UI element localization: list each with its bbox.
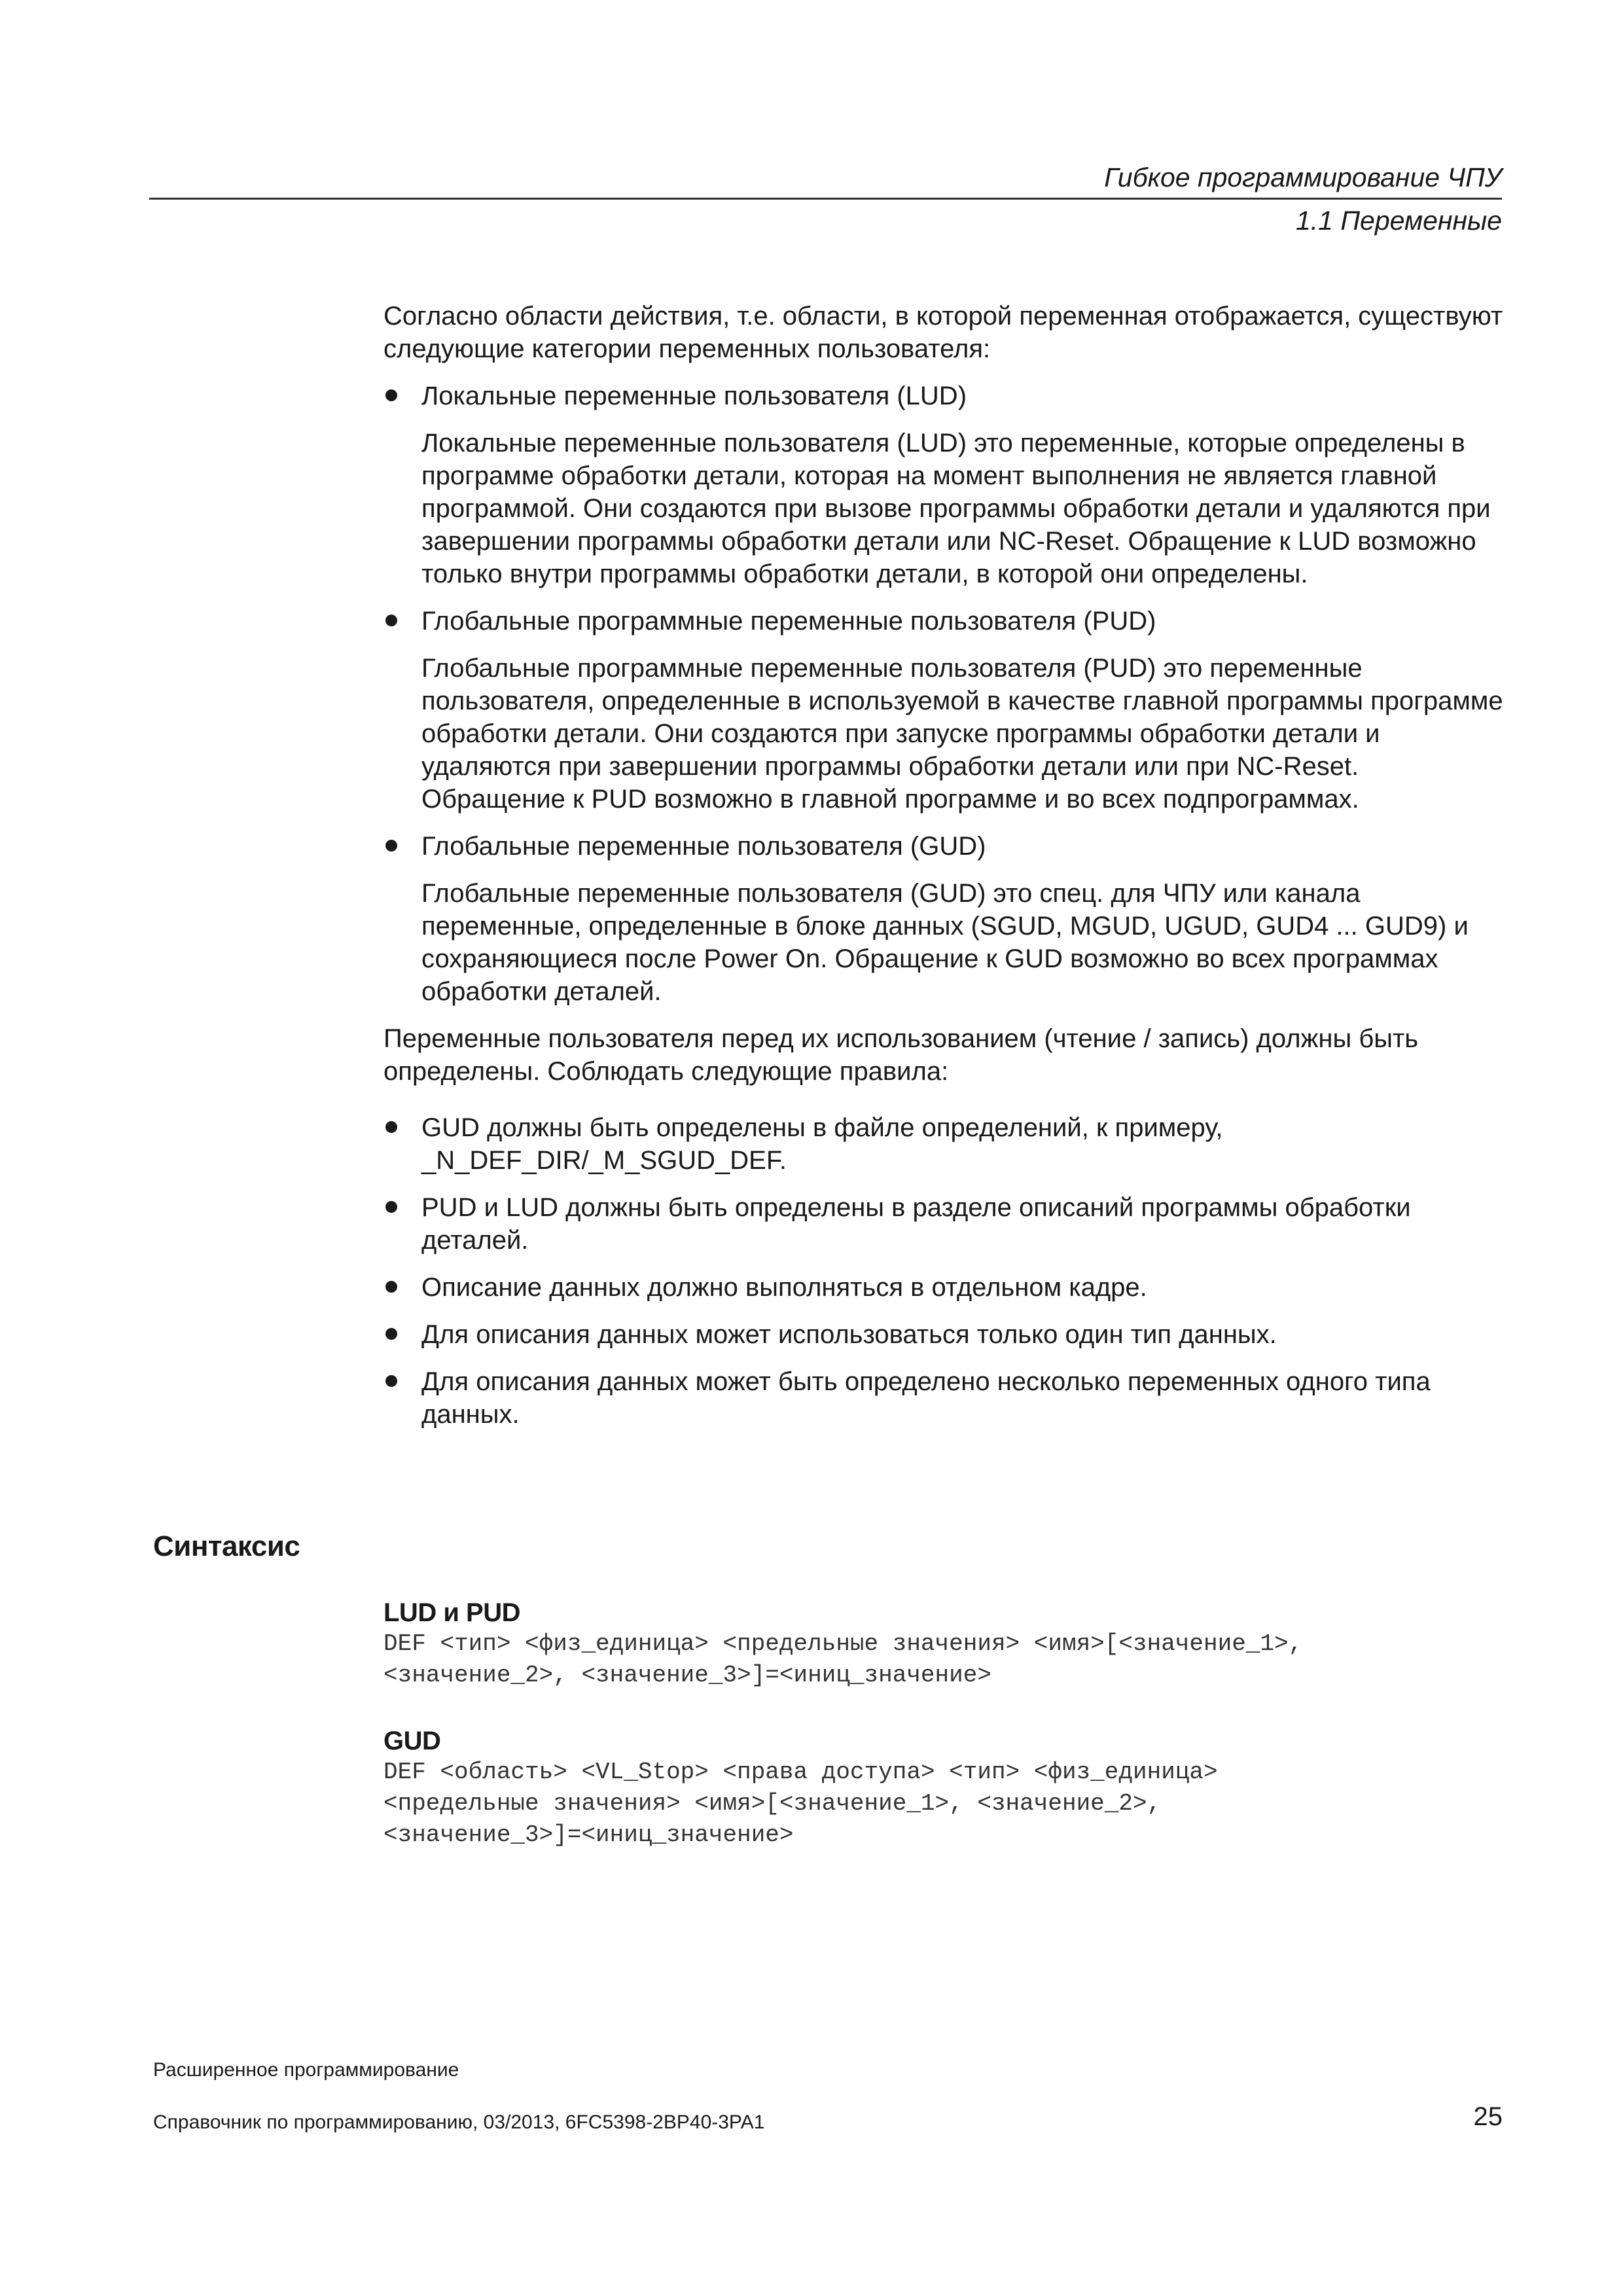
category-description: Глобальные программные переменные пользователя (PUD) это переменные пользователя, определенные в используемой в качестве главной программы программе обработки детали. Они создаются при запуске программы обработки детали и удаляются при завершении программы обработки детали или при NC-Reset. Обращение к PUD возможно в главной программе и во всех подпрограммах. (421, 654, 1503, 814)
category-list (383, 380, 1509, 1008)
category-description: Глобальные переменные пользователя (GUD) это спец. для ЧПУ или канала переменные, определенные в блоке данных (SGUD, MGUD, UGUD, GUD4 ... GUD9) и сохраняющиеся после Power On. Обращение к GUD возможно во всех программах обработки деталей. (421, 879, 1469, 1006)
bullet-icon (385, 840, 397, 852)
header-title: Гибкое программирование ЧПУ (1104, 162, 1502, 192)
code-line: <значение_3>]=<иниц_значение> (383, 1821, 794, 1848)
rules-intro-paragraph: Переменные пользователя перед их использованием (чтение / запись) должны быть определены. Соблюдать следующие правила: (383, 1024, 1419, 1086)
category-title: Глобальные переменные пользователя (GUD) (421, 832, 986, 861)
header-section: 1.1 Переменные (1295, 206, 1502, 236)
page-number: 25 (1473, 2102, 1503, 2131)
syntax-heading: Синтаксис (153, 1530, 300, 1562)
gud-heading: GUD (383, 1727, 441, 1755)
main-text (383, 300, 1509, 1445)
bullet-icon (385, 1201, 397, 1213)
lud-pud-heading: LUD и PUD (383, 1598, 520, 1627)
syntax-block (383, 1597, 1509, 1851)
rule-text: GUD должны быть определены в файле определений, к примеру, _N_DEF_DIR/_M_SGUD_DEF. (421, 1113, 1223, 1175)
bullet-icon (385, 615, 397, 626)
footer-title: Расширенное программирование (153, 2059, 459, 2081)
category-title: Глобальные программные переменные пользователя (PUD) (421, 607, 1156, 636)
list-item (383, 605, 1509, 816)
rule-text: Для описания данных может быть определено несколько переменных одного типа данных. (421, 1367, 1431, 1429)
bullet-icon (385, 1375, 397, 1387)
list-item (383, 1365, 1509, 1431)
code-line: DEF <тип> <физ_единица> <предельные значения> <имя>[<значение_1>, (383, 1630, 1303, 1657)
list-item (383, 830, 1509, 1008)
list-item (383, 380, 1509, 590)
bullet-icon (385, 389, 397, 401)
list-item (383, 1111, 1509, 1177)
bullet-icon (385, 1328, 397, 1340)
list-item (383, 1318, 1509, 1351)
category-title: Локальные переменные пользователя (LUD) (421, 382, 967, 410)
code-line: <предельные значения> <имя>[<значение_1>, <значение_2>, (383, 1790, 1162, 1817)
category-description: Локальные переменные пользователя (LUD) это переменные, которые определены в программе обработки детали, которая на момент выполнения не является главной программой. Они создаются при вызове программы обработки детали и удаляются при завершении программы обработки детали или NC-Reset. Обращение к LUD возможно только внутри программы обработки детали, в которой они определены. (421, 429, 1491, 588)
header-divider (149, 198, 1502, 200)
list-item (383, 1191, 1509, 1257)
rule-text: PUD и LUD должны быть определены в разделе описаний программы обработки деталей. (421, 1193, 1411, 1255)
rule-text: Для описания данных может использоваться только один тип данных. (421, 1320, 1277, 1349)
footer-document-info: Справочник по программированию, 03/2013, 6FC5398-2BP40-3PA1 (153, 2111, 765, 2133)
list-item (383, 1271, 1509, 1304)
intro-paragraph: Согласно области действия, т.е. области, в которой переменная отображается, существуют следующие категории переменных пользователя: (383, 302, 1503, 363)
rules-list (383, 1111, 1509, 1431)
rule-text: Описание данных должно выполняться в отдельном кадре. (421, 1273, 1147, 1302)
code-line: <значение_2>, <значение_3>]=<иниц_значение> (383, 1662, 991, 1689)
bullet-icon (385, 1121, 397, 1133)
bullet-icon (385, 1281, 397, 1293)
code-line: DEF <область> <VL_Stop> <права доступа> <тип> <физ_единица> (383, 1759, 1218, 1785)
